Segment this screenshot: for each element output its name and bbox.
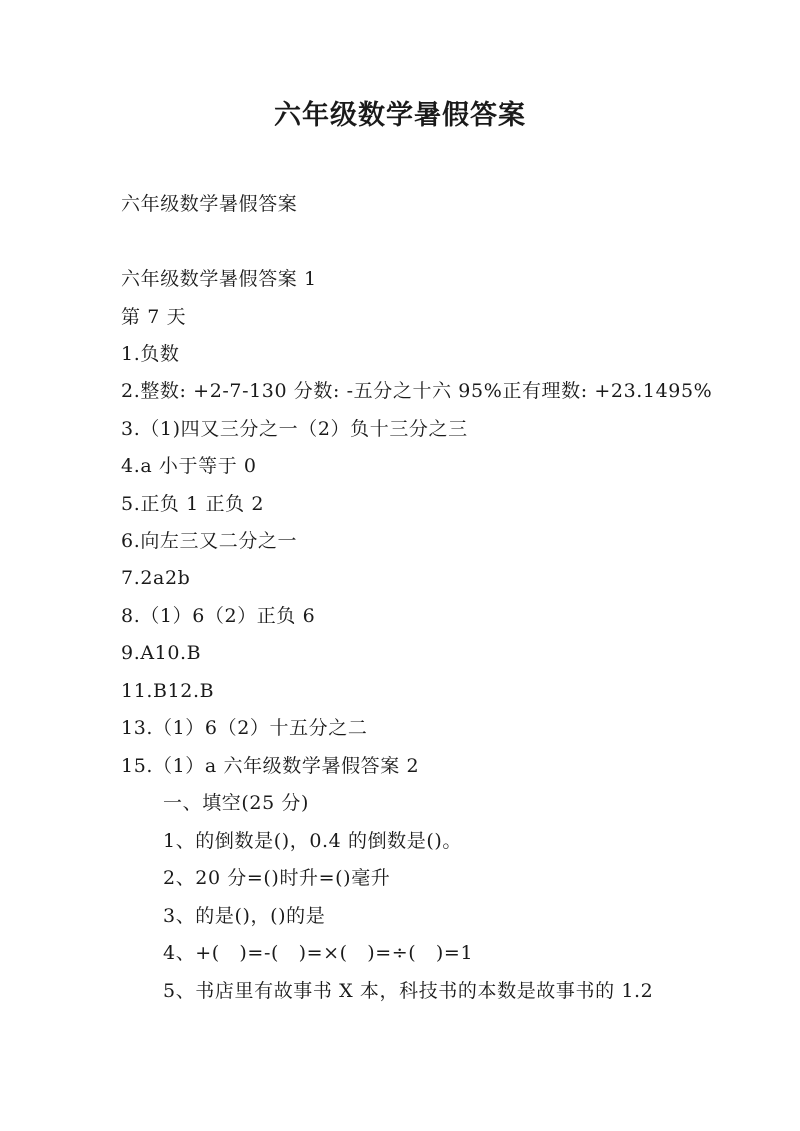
text-line-answer-6: 6.向左三又二分之一 xyxy=(121,530,298,552)
text-line-question-2: 2、20 分=()时升=()毫升 xyxy=(163,867,391,889)
text-line-day-7: 第 7 天 xyxy=(121,306,187,328)
text-line-answer-4: 4.a 小于等于 0 xyxy=(121,455,257,477)
text-line-answer-7: 7.2a2b xyxy=(121,567,191,589)
text-line-answer-9-10: 9.A10.B xyxy=(121,642,202,664)
text-line-answer-2: 2.整数: +2-7-130 分数: -五分之十六 95%正有理数: +23.1495% xyxy=(121,380,713,402)
text-line-answer-1-heading: 六年级数学暑假答案 1 xyxy=(121,268,317,290)
text-line-answer-3: 3.（1)四又三分之一（2）负十三分之三 xyxy=(121,418,468,440)
text-line-section-fill-blank: 一、填空(25 分) xyxy=(163,792,310,814)
text-line-answer-11-12: 11.B12.B xyxy=(121,680,215,702)
text-line-question-1: 1、的倒数是()，0.4 的倒数是()。 xyxy=(163,830,462,852)
text-line-answer-8: 8.（1）6（2）正负 6 xyxy=(121,605,316,627)
document-title: 六年级数学暑假答案 xyxy=(274,100,526,131)
text-line-answer-5: 5.正负 1 正负 2 xyxy=(121,493,265,515)
text-line-question-3: 3、的是()，()的是 xyxy=(163,905,326,927)
text-line-question-4: 4、+( )=-( )=×( )=÷( )=1 xyxy=(163,942,474,964)
document-subtitle: 六年级数学暑假答案 xyxy=(121,193,298,215)
text-line-question-5: 5、书店里有故事书 X 本，科技书的本数是故事书的 1.2 xyxy=(163,980,654,1002)
text-line-answer-13: 13.（1）6（2）十五分之二 xyxy=(121,717,368,739)
text-line-answer-15: 15.（1）a 六年级数学暑假答案 2 xyxy=(121,755,420,777)
text-line-answer-1: 1.负数 xyxy=(121,343,180,365)
